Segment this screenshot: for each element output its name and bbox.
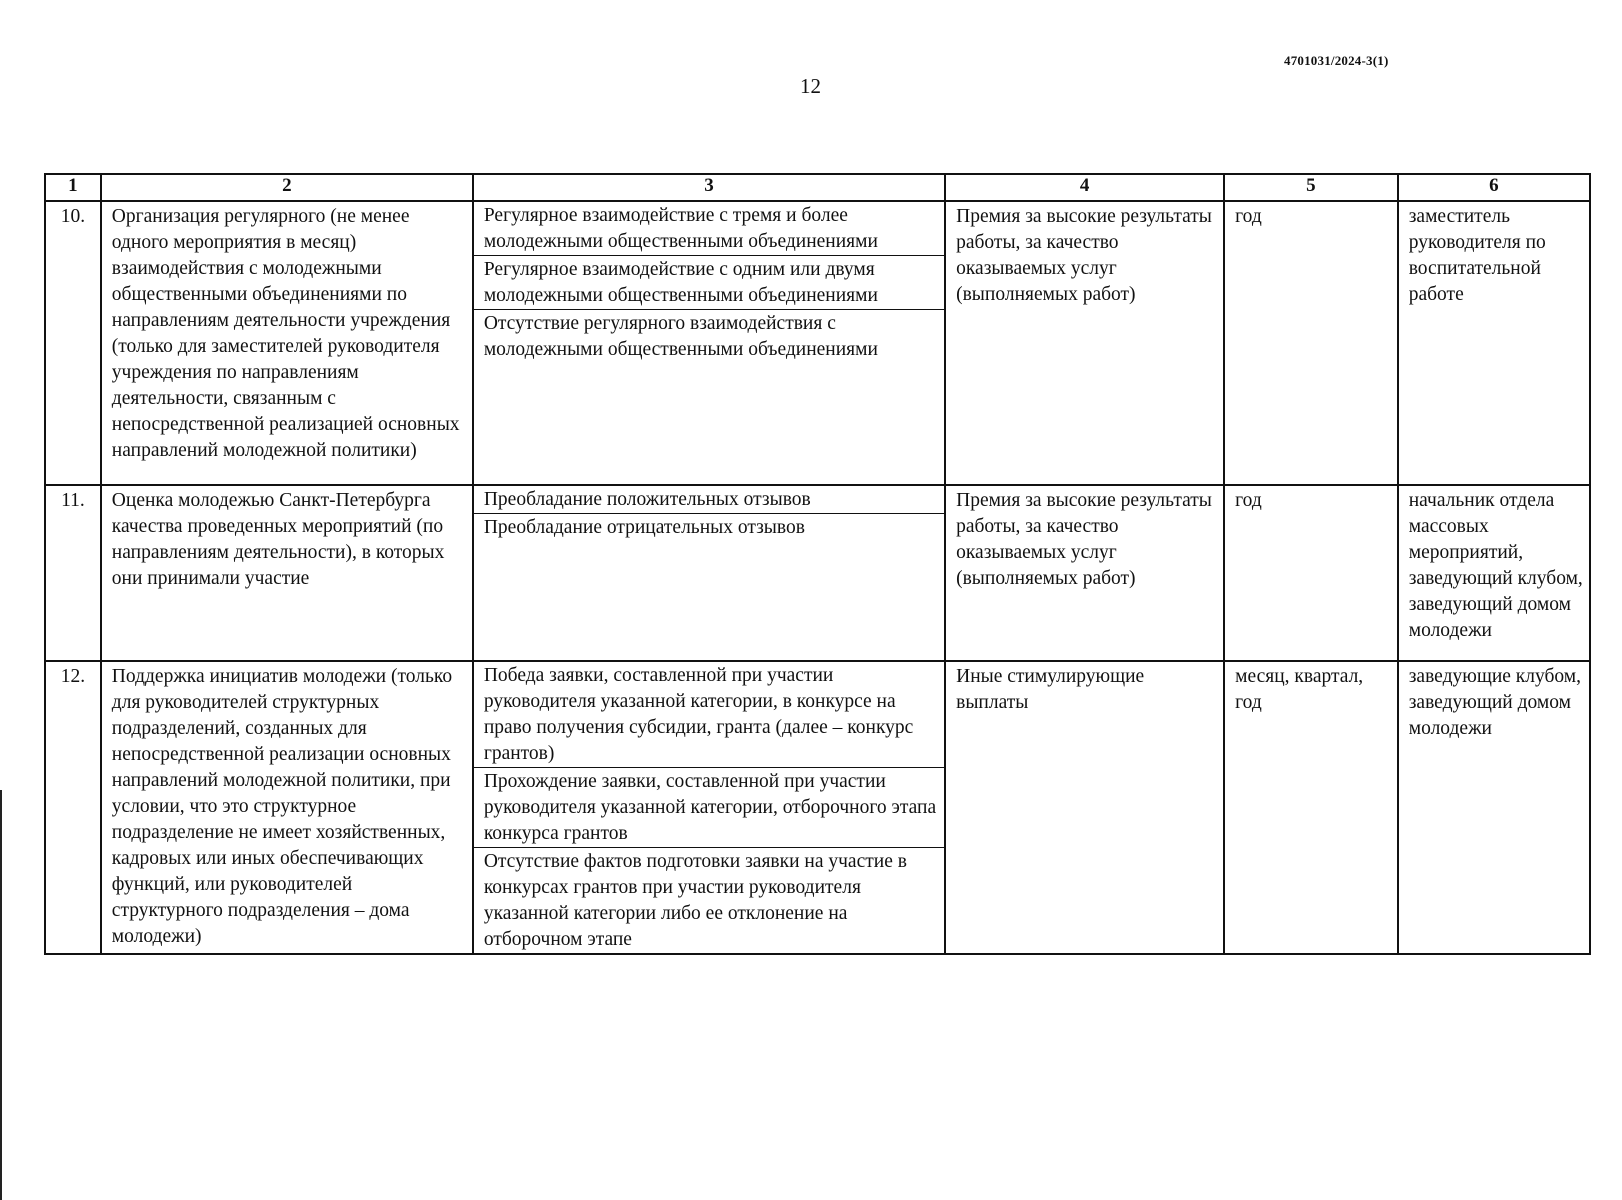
criterion-item: Регулярное взаимодействие с тремя и более молодежными общественными объединениями [474, 202, 944, 256]
table-row [45, 485, 1590, 661]
row-number: 12. [45, 661, 101, 954]
criterion-item: Отсутствие регулярного взаимодействия с молодежными общественными объединениями [483, 313, 878, 360]
position-cell: заведующие клубом, заведующий домом молодежи [1398, 661, 1590, 954]
criteria-cell [473, 661, 945, 954]
criterion-item: Прохождение заявки, составленной при участии руководителя указанной категории, отборочного этапа конкурса грантов [474, 768, 944, 848]
table-row [45, 201, 1590, 485]
position-cell: заместитель руководителя по воспитательной работе [1398, 201, 1590, 485]
period-cell: месяц, квартал, год [1224, 661, 1398, 954]
payment-type-cell: Премия за высокие результаты работы, за качество оказываемых услуг (выполняемых работ) [945, 485, 1224, 661]
indicator-cell: Оценка молодежью Санкт-Петербурга качества проведенных мероприятий (по направлениям деятельности), в которых они принимали участие [101, 485, 473, 661]
column-header: 3 [473, 174, 945, 201]
indicator-cell: Организация регулярного (не менее одного мероприятия в месяц) взаимодействия с молодежными общественными объединениями по направлениям деятельности учреждения (только для заместителей руководителя учреждения по направлениям деятельности, связанным с непосредственной реализацией основных направлений молодежной политики) [101, 201, 473, 485]
column-header: 2 [101, 174, 473, 201]
indicator-cell: Поддержка инициатив молодежи (только для руководителей структурных подразделений, созданных для непосредственной реализации основных направлений молодежной политики, при условии, что это структурное подразделение не имеет хозяйственных, кадровых или иных обеспечивающих функций, или руководителей структурного подразделения – дома молодежи) [101, 661, 473, 954]
criterion-item: Преобладание положительных отзывов [474, 486, 944, 514]
criterion-item: Победа заявки, составленной при участии руководителя указанной категории, в конкурсе на право получения субсидии, гранта (далее – конкурс грантов) [474, 662, 944, 768]
criteria-table [44, 173, 1591, 955]
period-cell: год [1224, 485, 1398, 661]
document-code: 4701031/2024-3(1) [1284, 53, 1389, 68]
page-number: 12 [800, 74, 821, 98]
criteria-cell [473, 485, 945, 661]
scan-margin-line [0, 790, 2, 1200]
column-header: 1 [45, 174, 101, 201]
payment-type-cell: Премия за высокие результаты работы, за качество оказываемых услуг (выполняемых работ) [945, 201, 1224, 485]
position-cell: начальник отдела массовых мероприятий, заведующий клубом, заведующий домом молодежи [1398, 485, 1590, 661]
payment-type-cell: Иные стимулирующие выплаты [945, 661, 1224, 954]
column-header: 4 [945, 174, 1224, 201]
row-number: 10. [45, 201, 101, 485]
criterion-item: Регулярное взаимодействие с одним или двумя молодежными общественными объединениями [474, 256, 944, 310]
column-header: 6 [1398, 174, 1590, 201]
criterion-item: Отсутствие фактов подготовки заявки на участие в конкурсах грантов при участии руководителя указанной категории либо ее отклонение на отборочном этапе [483, 851, 907, 950]
column-header: 5 [1224, 174, 1398, 201]
table-row [45, 661, 1590, 954]
row-number: 11. [45, 485, 101, 661]
criterion-item: Преобладание отрицательных отзывов [483, 517, 805, 538]
table-header-row [45, 174, 1590, 201]
criteria-cell [473, 201, 945, 485]
period-cell: год [1224, 201, 1398, 485]
